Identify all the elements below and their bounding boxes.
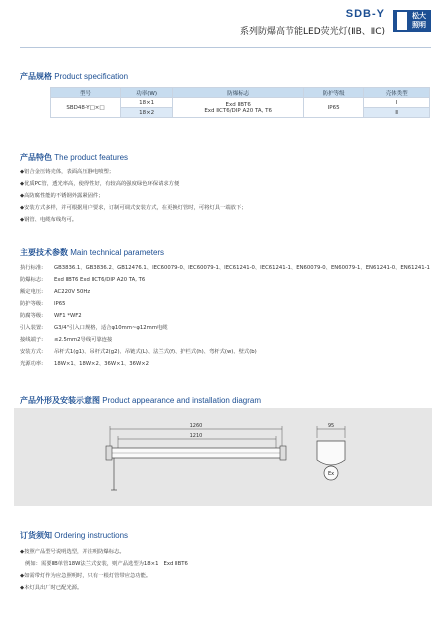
ex-mark-label: Ex <box>327 471 335 477</box>
cell-ip: IP65 <box>304 98 364 118</box>
list-item: 例如：需要ⅡB单管18W法兰式安装，则产品选型为18×1 Exd ⅡBT6 <box>20 561 188 567</box>
params-section-title: 主要技术参数 Main technical parameters <box>20 248 165 257</box>
list-item: ◆高防腐性能的不锈钢外露紧固件； <box>20 193 104 199</box>
col-ip: 防护等级 <box>304 88 364 98</box>
list-item: ◆本灯具出厂时已配光源。 <box>20 585 83 591</box>
features-list <box>20 166 247 226</box>
params-list <box>20 262 439 370</box>
param-row: 接线端子: ≤2.5mm2导线可靠连接 <box>20 337 113 343</box>
cell-shell: Ⅱ <box>364 108 430 118</box>
cell-power: 18×1 <box>121 98 173 108</box>
col-power: 功率(W) <box>121 88 173 98</box>
spec-table <box>50 87 430 118</box>
lamp-body-icon <box>106 446 286 490</box>
param-row: 光源功率: 18W×1、18W×2、36W×1、36W×2 <box>20 361 150 367</box>
diagram-svg <box>14 408 432 506</box>
list-item: ◆铝合金压铸壳体，表面高压静电喷塑； <box>20 169 115 175</box>
cell-shell: Ⅰ <box>364 98 430 108</box>
param-row: 防护等级: IP65 <box>20 301 66 307</box>
col-model: 型号 <box>51 88 121 98</box>
table-row <box>51 98 430 108</box>
param-row: 额定电压: AC220V 50Hz <box>20 289 91 295</box>
diagram-section-title: 产品外形及安装示意图 Product appearance and installation diagram <box>20 396 262 405</box>
dim-side-label: 95 <box>327 423 335 429</box>
list-item: ◆优质PC管，透光率高，使得性好，有较高的强度绿色环保请求方便 <box>20 181 180 187</box>
header-divider <box>20 47 431 48</box>
param-row: 安装方式: 吊杆式1(g1)、吊杆式2(g2)、吊链式(L)、法兰式(f)、护栏式(h)、弯杆式(w)、壁式(b) <box>20 349 257 355</box>
cell-power: 18×2 <box>121 108 173 118</box>
list-item: ◆安装方式多样，并可根据用户要求，订制可调式安装方式，在更换灯管时，可将灯具一端放下； <box>20 205 247 211</box>
spec-header-row <box>51 88 430 98</box>
list-item: ◆钢管、电缆布线均可。 <box>20 217 78 223</box>
page-subtitle: 系列防爆高节能LED荧光灯(ⅡB、ⅡC) <box>240 27 385 37</box>
cell-model: SBD48-Y□×□ <box>51 98 121 118</box>
order-section-title: 订货须知 Ordering instructions <box>20 531 129 540</box>
cell-ex-mark: Exd ⅡBT6 Exd ⅡCT6/DIP A20 TA, T6 <box>173 98 304 118</box>
param-row: 防腐等级: WF1 *WF2 <box>20 313 82 319</box>
installation-diagram <box>14 408 432 506</box>
order-list <box>20 546 188 594</box>
company-logo <box>393 10 431 32</box>
dim-inner-label: 1210 <box>189 433 203 439</box>
col-shell: 壳体类型 <box>364 88 430 98</box>
list-item: ◆按照产品型号说明选型，并注明防爆标志。 <box>20 549 125 555</box>
param-row: 防爆标志: Exd ⅡBT6 Exd ⅡCT6/DIP A20 TA, T6 <box>20 277 146 283</box>
logo-text-line1: 松大 <box>412 12 426 20</box>
list-item: ◆如需带灯作为应急照明时，只有一根灯管带应急功能。 <box>20 573 152 579</box>
features-section-title: 产品特色 The product features <box>20 153 129 162</box>
logo-text-line2: 照明 <box>412 21 426 29</box>
col-ex-mark: 防爆标志 <box>173 88 304 98</box>
dim-outer-label: 1260 <box>189 423 203 429</box>
param-row: 执行标准: GB3836.1、GB3836.2、GB12476.1、IEC60079-0、IEC60079-1、IEC61241-0、IEC61241-1、EN60079-0、EN60079-1、EN61241-0、EN61241-1 <box>20 265 430 271</box>
logo-mark-icon <box>395 10 409 32</box>
brand-title: SDB-Y <box>345 8 385 20</box>
param-row: 引入装置: G3/4"引入口规格，适合φ10mm~φ12mm电缆 <box>20 325 168 331</box>
spec-section-title: 产品规格 Product specification <box>20 72 129 81</box>
